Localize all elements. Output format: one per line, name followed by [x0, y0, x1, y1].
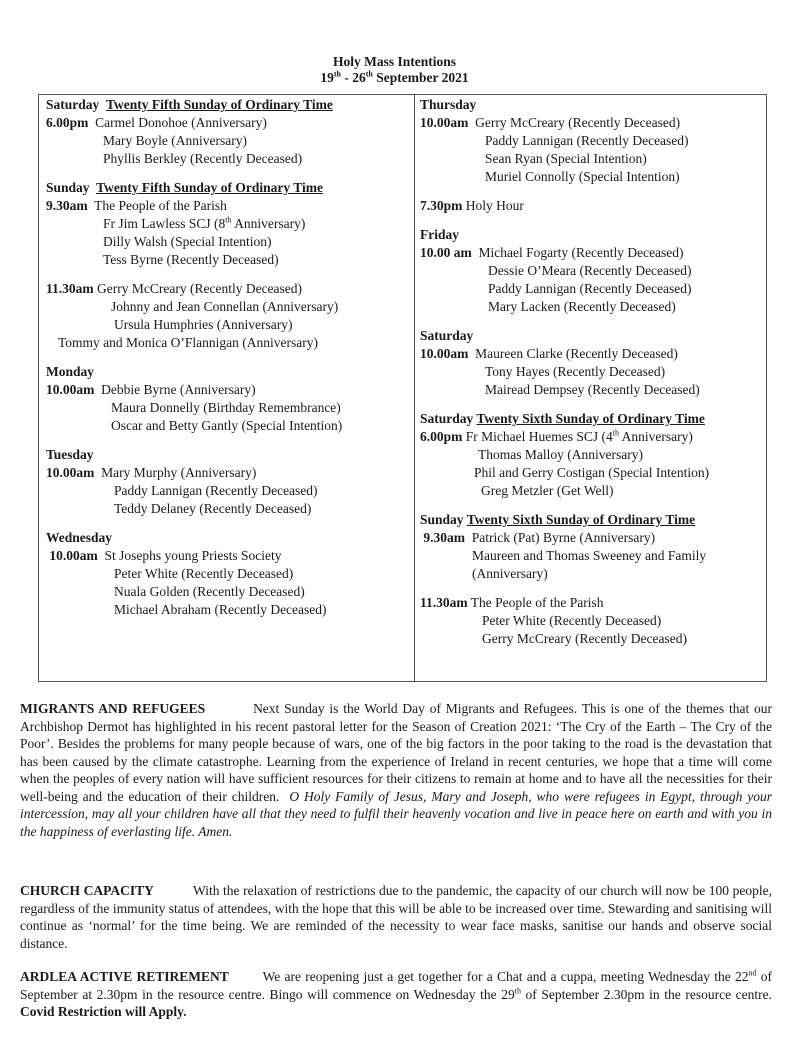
mass-line	[420, 244, 765, 262]
mass-line	[46, 197, 408, 215]
intention: Gerry McCreary (Recently Deceased)	[482, 631, 688, 646]
intention: Maura Donnelly (Birthday Remembrance)	[111, 400, 341, 415]
intention: Paddy Lannigan (Recently Deceased)	[485, 133, 689, 148]
intention: Gerry McCreary (Recently Deceased)	[475, 115, 681, 130]
monday-block	[46, 363, 408, 435]
mass-time: 10.00am	[420, 115, 469, 130]
mass-line	[420, 197, 765, 215]
day-heading: Tuesday	[46, 447, 94, 462]
day-heading: Saturday	[420, 328, 474, 343]
mass-line	[46, 280, 408, 298]
notice-body: With the relaxation of restrictions due to the pandemic, the capacity of our church will now be 100 people, regardless of the immunity status of attendees, with the hope that this will be able to be increased over time. Stewarding and sanitising will continue as ‘normal’ for the time being. We are reminded of the necessity to wear face masks, sanitise our hands and observe social distance.	[20, 883, 772, 951]
saturday-block	[46, 96, 408, 168]
mass-time: 6.00pm	[46, 115, 89, 130]
intention: Oscar and Betty Gantly (Special Intention)	[111, 418, 343, 433]
mass-line	[420, 594, 765, 612]
mass-line	[420, 114, 765, 132]
thursday-block	[420, 96, 765, 186]
intention: Phil and Gerry Costigan (Special Intention)	[474, 465, 710, 480]
notice-body: Next Sunday is the World Day of Migrants and Refugees. This is one of the themes that our Archbishop Dermot has highlighted in his recent pastoral letter for the Season of Creation 2021: ‘The Cry of the Earth – The Cry of the Poor’. Besides the problems for many people because of wars, one of the big factors in the poor taking to the road is the devastation that has been caused by the climate catastrophe. Learning from the experience of Ireland in recent centuries, we hope that a time will come when the peoples of every nation will have sufficient resources for their citizens to remain at home and to have all the necessities for their well-being and the education of their children.	[20, 701, 773, 804]
ordinal-sup: th	[612, 428, 619, 438]
ordinal-sup: nd	[748, 968, 757, 978]
notice-emphasis: Covid Restriction will Apply.	[20, 1004, 187, 1019]
saturday-vigil-block	[420, 410, 765, 500]
intention: The People of the Parish	[94, 198, 227, 213]
intention: Paddy Lannigan (Recently Deceased)	[488, 281, 692, 296]
intention: Michael Abraham (Recently Deceased)	[114, 602, 327, 617]
title-sup: th	[333, 69, 341, 79]
mass-line	[46, 547, 408, 565]
mass-time: 10.00am	[46, 382, 95, 397]
day-label: Saturday	[420, 411, 474, 426]
mass-time: 10.00am	[46, 465, 95, 480]
left-column	[46, 96, 408, 630]
intention: The People of the Parish	[470, 595, 604, 610]
feast-name: Twenty Sixth Sunday of Ordinary Time	[466, 512, 696, 527]
intention: Dessie O’Meara (Recently Deceased)	[488, 263, 692, 278]
notice-body: of September 2.30pm in the resource centre.	[520, 986, 773, 1002]
intention: Tony Hayes (Recently Deceased)	[485, 364, 666, 379]
intention: Muriel Connolly (Special Intention)	[485, 169, 680, 184]
ordinal-sup: th	[514, 986, 521, 995]
mass-time: 6.00pm	[420, 429, 463, 444]
mass-time: 10.00am	[49, 548, 98, 563]
mass-time: 10.00am	[420, 346, 469, 361]
intention: Dilly Walsh (Special Intention)	[103, 234, 272, 249]
intention: Mary Lacken (Recently Deceased)	[488, 299, 676, 314]
day-heading: Monday	[46, 364, 95, 379]
notice-heading: MIGRANTS AND REFUGEES	[20, 701, 206, 716]
intention: St Josephs young Priests Society	[104, 548, 282, 563]
intention: Maureen Clarke (Recently Deceased)	[475, 346, 678, 361]
mass-line	[420, 529, 765, 547]
church-capacity-notice	[20, 882, 772, 952]
intention: Greg Metzler (Get Well)	[481, 483, 614, 498]
mass-time: 7.30pm	[420, 198, 463, 213]
notice-heading: ARDLEA ACTIVE RETIREMENT	[20, 969, 229, 984]
intention: Mary Boyle (Anniversary)	[103, 133, 247, 148]
mass-time: 11.30am	[46, 281, 94, 296]
intention: Sean Ryan (Special Intention)	[485, 151, 647, 166]
day-label: Sunday	[420, 512, 464, 527]
ardlea-notice	[20, 968, 772, 1021]
intention-text: Anniversary)	[618, 429, 693, 444]
intention: Phyllis Berkley (Recently Deceased)	[103, 151, 303, 166]
intention: Michael Fogarty (Recently Deceased)	[478, 245, 684, 260]
title-month: September 2021	[372, 70, 469, 85]
notice-prayer: O Holy Family of Jesus, Mary and Joseph, who were refugees in Egypt, through your intercession, may all your children have all that they need to fulfil their heavenly vocation and live in peace here on earth and with you in the happiness of everlasting life. Amen.	[20, 788, 773, 839]
migrants-notice	[20, 700, 772, 840]
notice-heading: CHURCH CAPACITY	[20, 883, 154, 898]
sunday-late-mass-block	[420, 594, 765, 648]
day-heading: Thursday	[420, 97, 477, 112]
intention: Ursula Humphries (Anniversary)	[114, 317, 293, 332]
intention: Teddy Delaney (Recently Deceased)	[114, 501, 312, 516]
intention: Nuala Golden (Recently Deceased)	[114, 584, 305, 599]
mass-time: 11.30am	[420, 595, 468, 610]
column-divider	[414, 94, 415, 682]
sunday-block	[46, 179, 408, 269]
sunday-late-mass-block	[46, 280, 408, 352]
day-heading: Wednesday	[46, 530, 113, 545]
intention: Johnny and Jean Connellan (Anniversary)	[111, 299, 339, 314]
feast-name: Twenty Sixth Sunday of Ordinary Time	[476, 411, 705, 426]
page-title	[0, 54, 789, 86]
mass-time: 9.30am	[46, 198, 88, 213]
intention: Holy Hour	[465, 198, 524, 213]
intention: (Anniversary)	[472, 566, 548, 581]
mass-line	[420, 428, 765, 446]
tuesday-block	[46, 446, 408, 518]
intention	[46, 215, 408, 233]
intention: Debbie Byrne (Anniversary)	[101, 382, 256, 397]
intention: Patrick (Pat) Byrne (Anniversary)	[471, 530, 656, 545]
title-date-end: - 26	[341, 70, 366, 85]
day-heading	[420, 410, 765, 428]
day-heading	[46, 179, 408, 197]
intention-text: Anniversary)	[231, 216, 306, 231]
intention: Thomas Malloy (Anniversary)	[478, 447, 643, 462]
intention-text: Fr Jim Lawless SCJ (8	[103, 216, 226, 231]
feast-name: Twenty Fifth Sunday of Ordinary Time	[96, 180, 323, 195]
intention: Mairead Dempsey (Recently Deceased)	[485, 382, 700, 397]
feast-name: Twenty Fifth Sunday of Ordinary Time	[106, 97, 333, 112]
wednesday-block	[46, 529, 408, 619]
day-label: Sunday	[46, 180, 90, 195]
day-label: Saturday	[46, 97, 100, 112]
day-heading	[420, 511, 765, 529]
intention: Tommy and Monica O’Flannigan (Anniversary)	[58, 335, 318, 350]
intention: Mary Murphy (Anniversary)	[101, 465, 257, 480]
saturday-block	[420, 327, 765, 399]
intention: Maureen and Thomas Sweeney and Family	[472, 548, 707, 563]
title-date-start: 19	[320, 70, 334, 85]
mass-line	[420, 345, 765, 363]
mass-line	[46, 464, 408, 482]
mass-line	[46, 114, 408, 132]
holy-hour-block	[420, 197, 765, 215]
intention: Peter White (Recently Deceased)	[482, 613, 662, 628]
ordinal-sup: th	[225, 215, 232, 225]
right-column	[420, 96, 765, 659]
title-sup: th	[365, 69, 373, 79]
mass-time: 10.00 am	[420, 245, 472, 260]
notice-body: of September at 2.30pm in the resource centre. Bingo will commence on Wednesday the 29	[20, 969, 773, 1002]
intention: Peter White (Recently Deceased)	[114, 566, 294, 581]
intention-text: Fr Michael Huemes SCJ (4	[465, 429, 613, 444]
notice-body: We are reopening just a get together for a Chat and a cuppa, meeting Wednesday the 22	[262, 969, 749, 984]
intention: Tess Byrne (Recently Deceased)	[103, 252, 279, 267]
intention: Gerry McCreary (Recently Deceased)	[97, 281, 303, 296]
mass-line	[46, 381, 408, 399]
day-heading: Friday	[420, 227, 459, 242]
mass-time: 9.30am	[423, 530, 465, 545]
title-line-1: Holy Mass Intentions	[332, 54, 457, 69]
intention: Carmel Donohoe (Anniversary)	[95, 115, 267, 130]
sunday-block	[420, 511, 765, 583]
friday-block	[420, 226, 765, 316]
intention: Paddy Lannigan (Recently Deceased)	[114, 483, 318, 498]
title-line-2	[0, 70, 789, 86]
day-heading	[46, 96, 408, 114]
